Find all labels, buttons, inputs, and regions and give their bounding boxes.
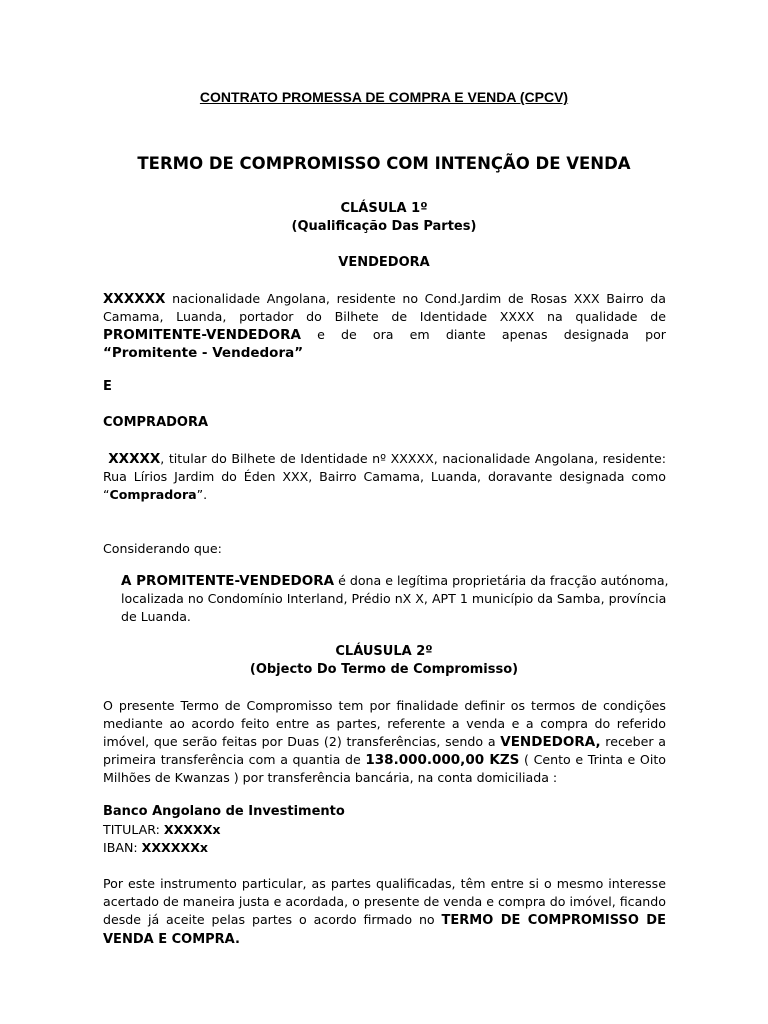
- vendedora-role: PROMITENTE-VENDEDORA: [103, 327, 301, 343]
- bank-name: Banco Angolano de Investimento: [103, 804, 345, 819]
- conjunction: E: [103, 379, 112, 394]
- vendedora-text-1: nacionalidade Angolana, residente no Cond.Jardim de Rosas XXX Bairro da Camama, Luanda, portador do Bilhete de Identidade XXXX na qualidade de: [103, 291, 666, 324]
- compradora-text-1: , titular do Bilhete de Identidade nº XXXXX, nacionalidade Angolana, residente: Rua Lírios Jardim do Éden XXX, Bairro Camama, Luanda, doravante designada como “: [103, 451, 666, 502]
- considerando-intro: Considerando que:: [103, 541, 222, 556]
- considerando-paragraph: [121, 572, 669, 626]
- closing-text: Por este instrumento particular, as partes qualificadas, têm entre si o mesmo interesse acertado de maneira justa e acordada, o presente de venda e compra do imóvel, ficando desde já aceite pelas partes o acordo firmado no: [103, 876, 666, 927]
- compradora-text-2: ”.: [196, 487, 208, 502]
- clause-1-heading: [0, 200, 768, 236]
- vendedora-name: XXXXXX: [103, 291, 166, 307]
- considerando-text: é dona e legítima proprietária da fracção autónoma, localizada no Condomínio Interland, Prédio nX X, APT 1 município da Samba, província de Luanda.: [121, 573, 669, 624]
- clause-2-paragraph: [103, 697, 666, 787]
- bank-iban-value: XXXXXXx: [141, 840, 209, 855]
- clause-2-party: VENDEDORA,: [500, 734, 601, 750]
- clause-2-title: CLÁUSULA 2º: [335, 644, 433, 659]
- vendedora-text-2: e de ora em diante apenas designada por: [300, 327, 666, 342]
- clause-1-title: CLÁSULA 1º: [340, 201, 428, 216]
- compradora-name: XXXXX: [103, 451, 161, 467]
- document-title: TERMO DE COMPROMISSO COM INTENÇÃO DE VENDA: [137, 154, 631, 173]
- clause-2-text-3: ( Cento e Trinta e Oito Milhões de Kwanzas ) por transferência bancária, na conta domiciliada :: [103, 752, 666, 785]
- clause-2-text-2: receber a primeira transferência com a quantia de: [103, 734, 666, 767]
- bank-iban-line: [103, 839, 345, 857]
- compradora-label: COMPRADORA: [103, 415, 209, 430]
- considerando-subject: A PROMITENTE-VENDEDORA: [121, 573, 335, 589]
- closing-paragraph: [103, 875, 666, 949]
- vendedora-designation: “Promitente - Vendedora”: [103, 345, 304, 361]
- clause-2-subtitle: (Objecto Do Termo de Compromisso): [249, 662, 519, 677]
- clause-2-amount: 138.000.000,00 KZS: [365, 752, 520, 768]
- bank-holder-label: TITULAR:: [103, 822, 164, 837]
- contract-header: CONTRATO PROMESSA DE COMPRA E VENDA (CPCV): [199, 89, 569, 105]
- compradora-designation: Compradora: [109, 487, 197, 502]
- clause-2-heading: [0, 643, 768, 679]
- vendedora-paragraph: [103, 290, 666, 362]
- clause-2-text-1: O presente Termo de Compromisso tem por finalidade definir os termos de condições mediante ao acordo feito entre as partes, referente a venda e a compra do referido imóvel, que serão feitas por Duas (2) transferências, sendo a: [103, 698, 666, 749]
- bank-iban-label: IBAN:: [103, 840, 142, 855]
- bank-details: [103, 803, 345, 857]
- vendedora-label: VENDEDORA: [338, 255, 430, 270]
- bank-holder-line: [103, 821, 345, 839]
- clause-1-subtitle: (Qualificação Das Partes): [291, 219, 477, 234]
- closing-term: TERMO DE COMPROMISSO DE VENDA E COMPRA.: [103, 913, 666, 947]
- bank-holder-value: XXXXXx: [163, 822, 221, 837]
- compradora-paragraph: [103, 450, 666, 504]
